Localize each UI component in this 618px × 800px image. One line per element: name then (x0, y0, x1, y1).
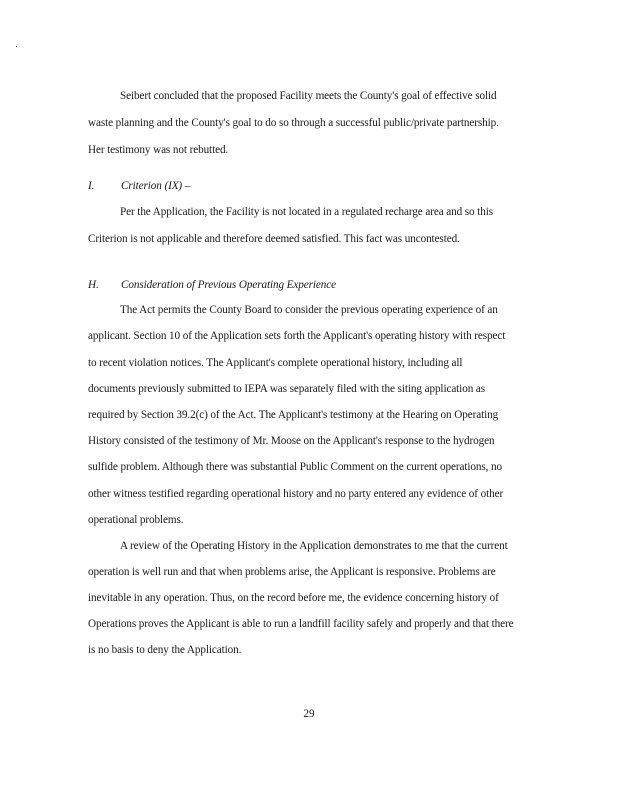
paragraph-line: Her testimony was not rebutted. (88, 144, 229, 156)
section-title: Consideration of Previous Operating Experience (121, 279, 336, 291)
paragraph-line: Criterion is not applicable and therefore deemed satisfied. This fact was uncontested. (88, 233, 460, 245)
section-number: H. (88, 279, 99, 291)
paragraph-line: sulfide problem. Although there was substantial Public Comment on the current operations, no (88, 461, 502, 473)
paragraph-line: to recent violation notices. The Applicant's complete operational history, including all (88, 357, 463, 369)
paragraph-line: The Act permits the County Board to consider the previous operating experience of an (120, 304, 498, 316)
paragraph-line: required by Section 39.2(c) of the Act. The Applicant's testimony at the Hearing on Operating (88, 409, 499, 421)
section-heading (88, 179, 190, 193)
paragraph-line: other witness testified regarding operational history and no party entered any evidence of other (88, 488, 504, 500)
page-number: 29 (303, 708, 315, 720)
paragraph-line: applicant. Section 10 of the Application sets forth the Applicant's operating history with respect (88, 330, 506, 342)
paragraph-line: Seibert concluded that the proposed Facility meets the County's goal of effective solid (120, 90, 497, 102)
paragraph-line: Per the Application, the Facility is not located in a regulated recharge area and so this (120, 206, 494, 218)
scan-speck (16, 46, 17, 47)
paragraph-line: operational problems. (88, 514, 184, 526)
paragraph-line: operation is well run and that when problems arise, the Applicant is responsive. Problems are (88, 566, 496, 578)
paragraph-line: Operations proves the Applicant is able to run a landfill facility safely and properly and that there (88, 618, 514, 630)
section-heading (88, 278, 336, 292)
paragraph-line: inevitable in any operation. Thus, on the record before me, the evidence concerning history of (88, 592, 499, 604)
paragraph-line: is no basis to deny the Application. (88, 644, 242, 656)
paragraph-line: A review of the Operating History in the Application demonstrates to me that the current (120, 540, 508, 552)
paragraph-line: History consisted of the testimony of Mr. Moose on the Applicant's response to the hydrogen (88, 435, 495, 447)
section-title: Criterion (IX) – (121, 180, 191, 192)
paragraph-line: waste planning and the County's goal to do so through a successful public/private partnership. (88, 117, 499, 129)
section-number: I. (88, 180, 95, 192)
paragraph-line: documents previously submitted to IEPA was separately filed with the siting application as (88, 383, 485, 395)
